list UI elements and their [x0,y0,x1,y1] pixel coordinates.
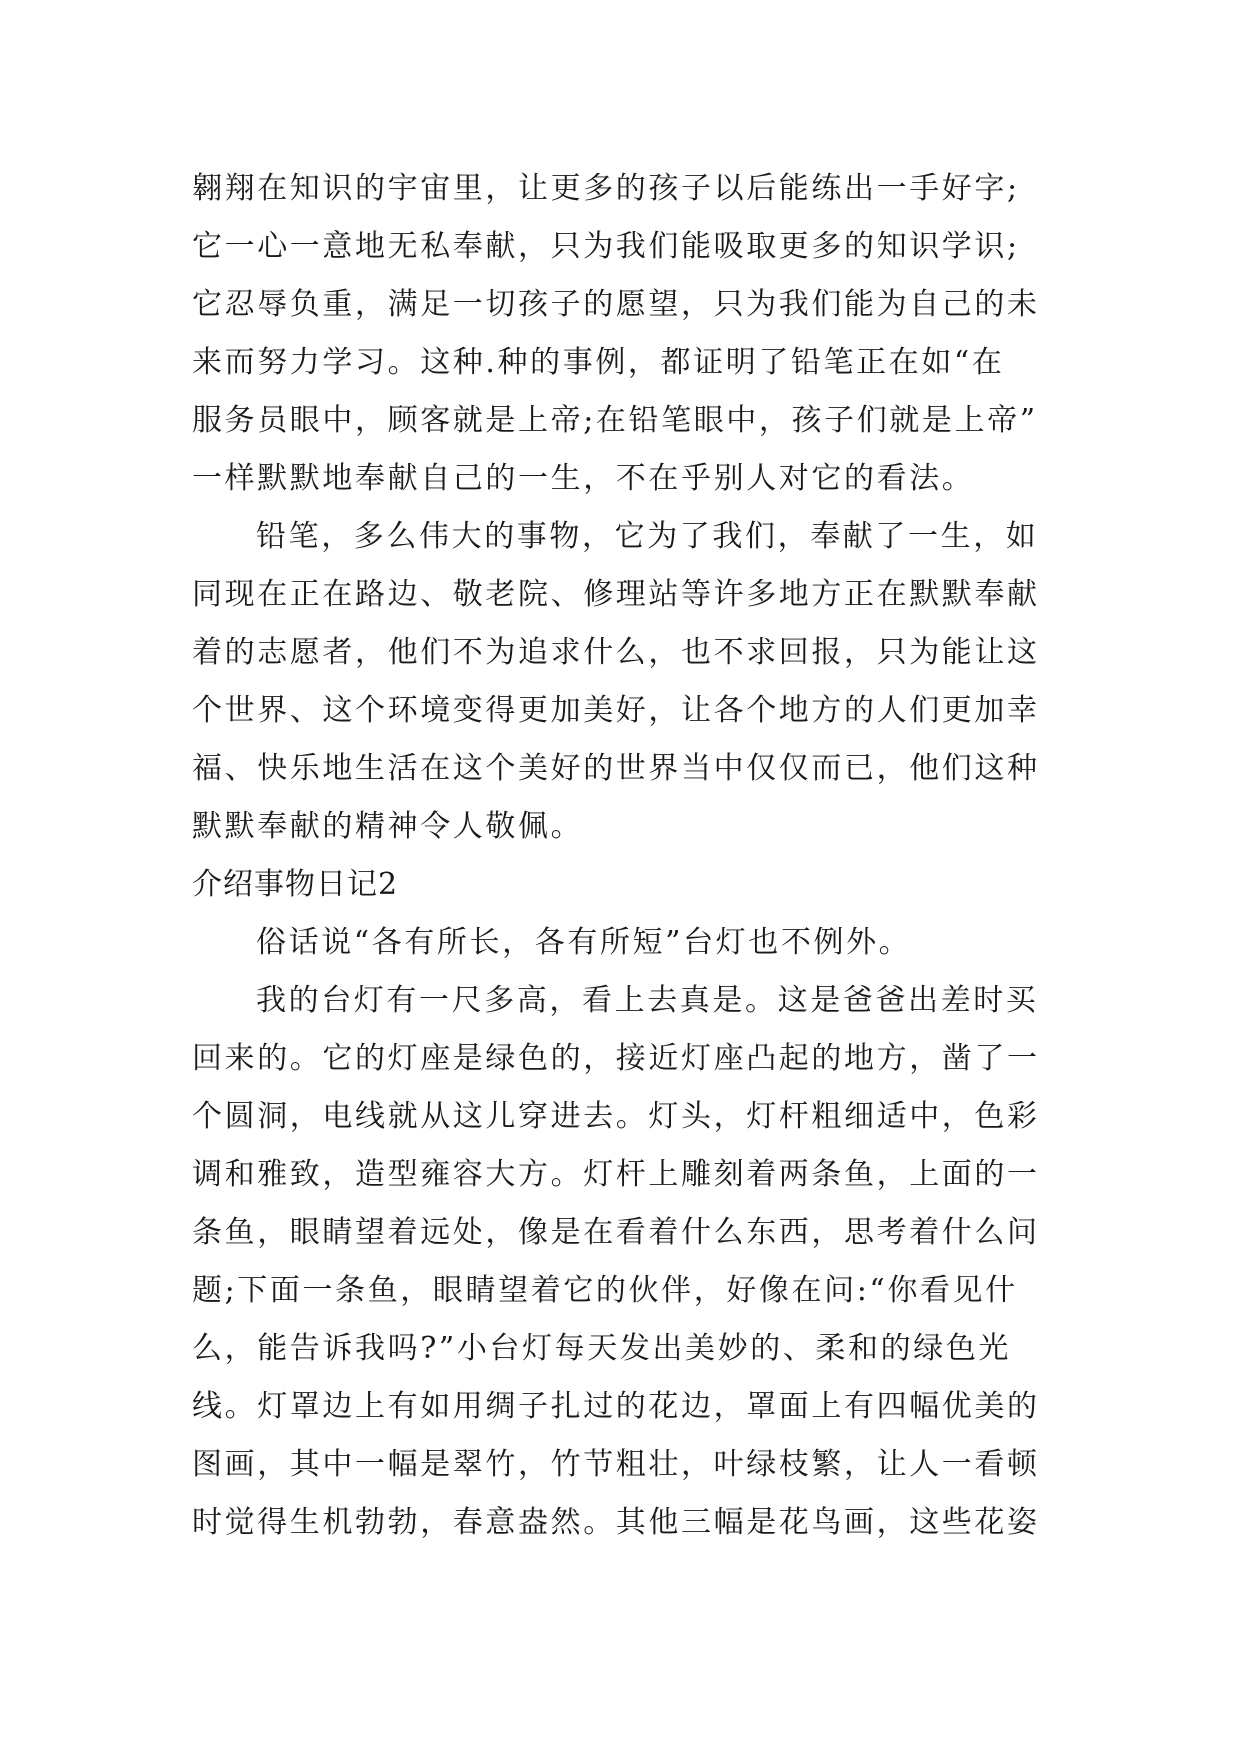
paragraph-line: 题;下面一条鱼，眼睛望着它的伙伴，好像在问:“你看见什 [192,1273,1018,1308]
paragraph-line: 铅笔，多么伟大的事物，它为了我们，奉献了一生，如 [256,519,1039,554]
paragraph-line: 回来的。它的灯座是绿色的，接近灯座凸起的地方，凿了一 [192,1041,1040,1076]
document-body [192,160,1052,1552]
paragraph-line: 它一心一意地无私奉献，只为我们能吸取更多的知识学识; [192,229,1020,264]
paragraph-line: 服务员眼中，顾客就是上帝;在铅笔眼中，孩子们就是上帝” [192,403,1038,438]
paragraph-line: 着的志愿者，他们不为追求什么，也不求回报，只为能让这 [192,635,1040,670]
paragraph-line: 条鱼，眼睛望着远处，像是在看着什么东西，思考着什么问 [192,1215,1040,1250]
paragraph-line: 俗话说“各有所长，各有所短”台灯也不例外。 [256,925,912,960]
paragraph-line: 调和雅致，造型雍容大方。灯杆上雕刻着两条鱼，上面的一 [192,1157,1040,1192]
section-heading: 介绍事物日记2 [192,867,399,902]
paragraph-line: 图画，其中一幅是翠竹，竹节粗壮，叶绿枝繁，让人一看顿 [192,1447,1040,1482]
paragraph-line: 翱翔在知识的宇宙里，让更多的孩子以后能练出一手好字; [192,171,1020,206]
paragraph-line: 时觉得生机勃勃，春意盎然。其他三幅是花鸟画，这些花姿 [192,1505,1040,1540]
paragraph-line: 一样默默地奉献自己的一生，不在乎别人对它的看法。 [192,461,975,496]
paragraph-line: 默默奉献的精神令人敬佩。 [192,809,584,844]
paragraph-line: 线。灯罩边上有如用绸子扎过的花边，罩面上有四幅优美的 [192,1389,1040,1424]
paragraph-line: 个世界、这个环境变得更加美好，让各个地方的人们更加幸 [192,693,1040,728]
paragraph-line: 它忍辱负重，满足一切孩子的愿望，只为我们能为自己的未 [192,287,1040,322]
paragraph-line: 福、快乐地生活在这个美好的世界当中仅仅而已，他们这种 [192,751,1040,786]
paragraph-line: 么，能告诉我吗?”小台灯每天发出美妙的、柔和的绿色光 [192,1331,1012,1366]
paragraph-line: 个圆洞，电线就从这儿穿进去。灯头，灯杆粗细适中，色彩 [192,1099,1040,1134]
paragraph-line: 来而努力学习。这种.种的事例，都证明了铅笔正在如“在 [192,345,1005,380]
paragraph-line: 我的台灯有一尺多高，看上去真是。这是爸爸出差时买 [256,983,1039,1018]
paragraph-line: 同现在正在路边、敬老院、修理站等许多地方正在默默奉献 [192,577,1040,612]
